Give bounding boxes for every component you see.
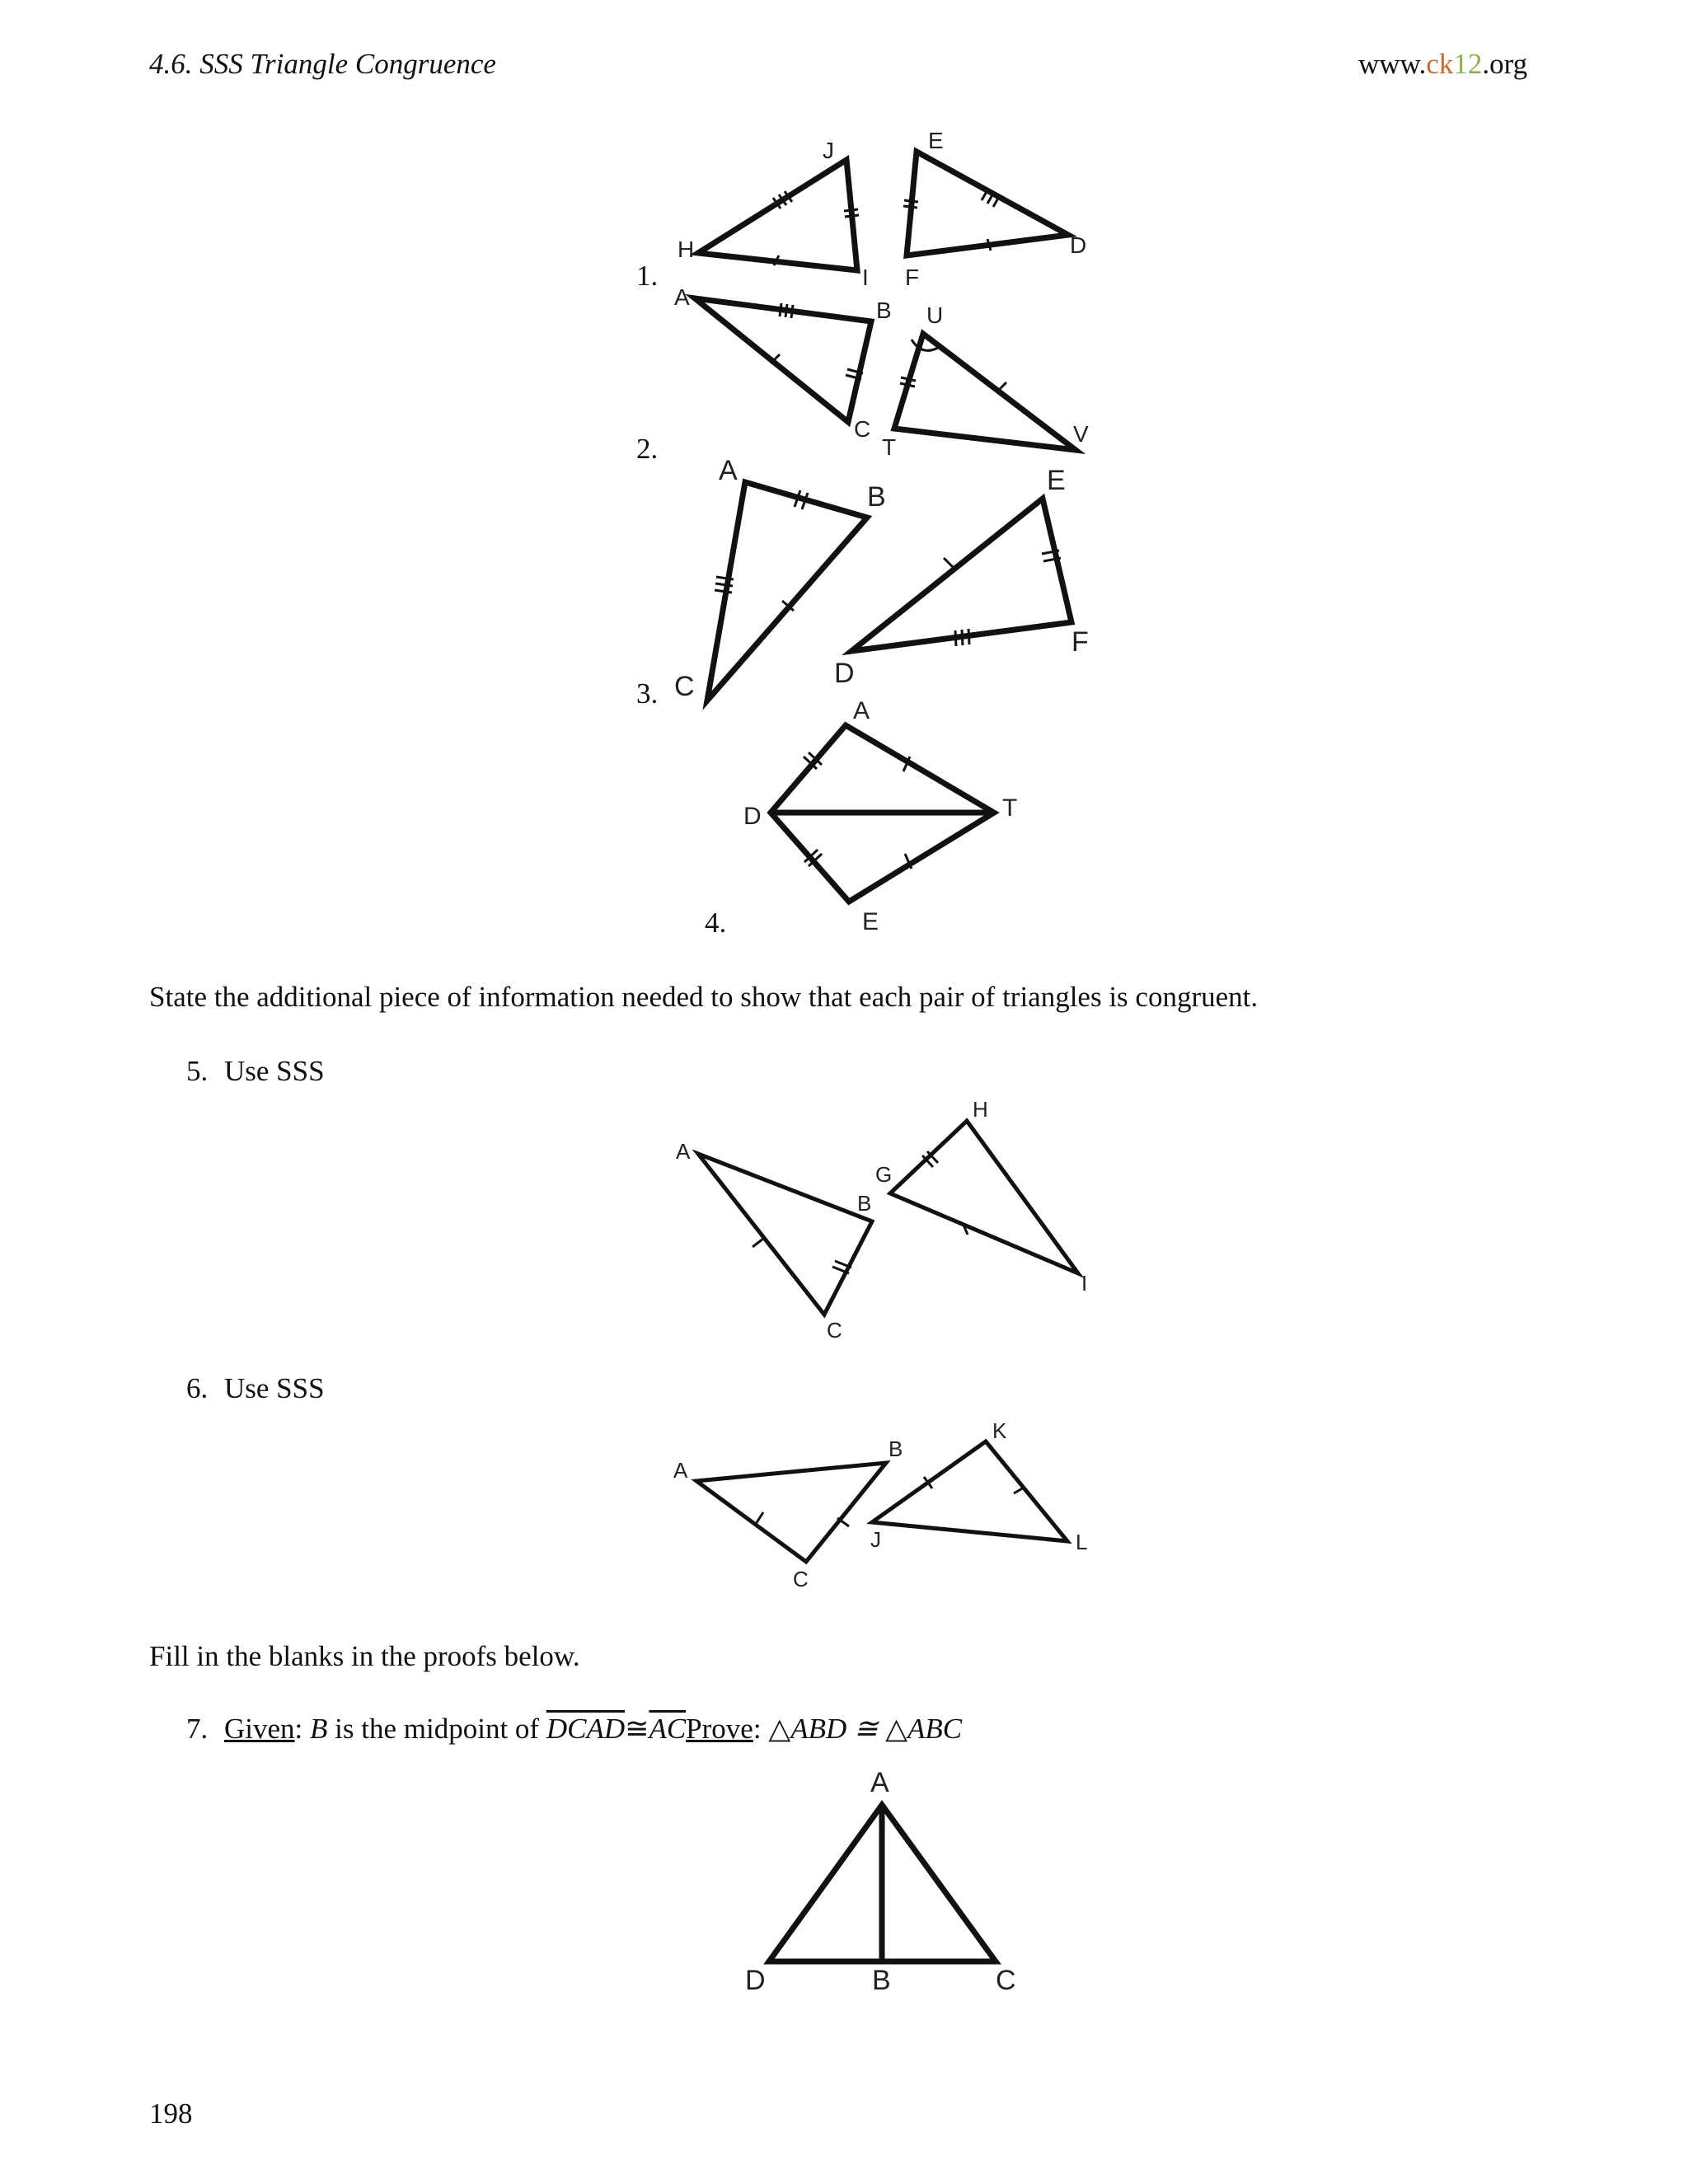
problem-4-number: 4. xyxy=(705,907,727,939)
vertex-label-D: D xyxy=(745,1965,766,1996)
vertex-label-A: A xyxy=(674,284,690,310)
vertex-label-L: L xyxy=(1076,1530,1088,1554)
prove-statement: △ABD ≅ △ABC xyxy=(768,1713,963,1745)
vertex-label-A: A xyxy=(673,1458,688,1483)
url-12: 12 xyxy=(1453,48,1483,80)
figure-1-triangles xyxy=(659,124,1104,301)
vertex-label-I: I xyxy=(1081,1271,1088,1296)
url-ck: ck xyxy=(1426,48,1454,80)
given-colon: : xyxy=(294,1713,311,1745)
congruent-symbol: ≅ xyxy=(625,1713,649,1745)
problem-2-number: 2. xyxy=(636,433,659,465)
segment-dcad: DCAD xyxy=(546,1713,626,1745)
figure-3-triangles xyxy=(659,453,1104,717)
segment-ac: $\overline{AC}$ xyxy=(649,1713,687,1745)
vertex-label-J: J xyxy=(823,138,834,163)
problem-3-number: 3. xyxy=(636,677,659,710)
vertex-label-C: C xyxy=(827,1318,842,1343)
given-label: Given xyxy=(224,1713,295,1745)
vertex-label-B: B xyxy=(876,298,892,323)
vertex-label-B: B xyxy=(867,481,886,513)
section-title: 4.6. SSS Triangle Congruence xyxy=(149,48,496,80)
vertex-label-I: I xyxy=(862,265,869,290)
prove-colon: : xyxy=(753,1713,769,1745)
vertex-label-E: E xyxy=(1047,465,1066,496)
site-url[interactable] xyxy=(1358,48,1527,81)
given-text: is the midpoint of xyxy=(327,1713,546,1745)
figure-6-triangles xyxy=(659,1413,1104,1603)
figure-4-kite xyxy=(725,697,1039,940)
vertex-label-C: C xyxy=(674,671,695,702)
vertex-label-C: C xyxy=(996,1965,1016,1996)
vertex-label-C: C xyxy=(854,416,871,442)
vertex-label-C: C xyxy=(793,1567,809,1591)
instructions-additional-info: State the additional piece of information needed to show that each pair of triangles is congruent. xyxy=(149,981,1259,1013)
vertex-label-A: A xyxy=(853,697,870,724)
problem-6-number: 6. xyxy=(186,1372,209,1404)
problem-1-number: 1. xyxy=(636,260,659,292)
problem-6-text: Use SSS xyxy=(224,1372,325,1404)
vertex-label-K: K xyxy=(992,1418,1007,1443)
vertex-label-V: V xyxy=(1073,421,1089,447)
vertex-label-J: J xyxy=(870,1527,881,1552)
page-number: 198 xyxy=(149,2097,193,2130)
vertex-label-B: B xyxy=(857,1191,872,1216)
problem-5-number: 5. xyxy=(186,1055,209,1087)
vertex-label-D: D xyxy=(834,658,855,689)
figure-2-triangles xyxy=(659,280,1104,466)
vertex-label-H: H xyxy=(678,237,695,262)
vertex-label-A: A xyxy=(676,1139,691,1164)
vertex-label-T: T xyxy=(882,434,897,460)
vertex-label-E: E xyxy=(862,908,879,935)
vertex-label-A: A xyxy=(870,1767,889,1798)
vertex-label-T: T xyxy=(1002,794,1018,822)
figure-7-triangle xyxy=(725,1755,1039,2003)
vertex-label-H: H xyxy=(973,1097,988,1122)
vertex-label-F: F xyxy=(1071,626,1089,658)
vertex-label-B: B xyxy=(872,1965,891,1996)
prove-label: Prove xyxy=(686,1713,753,1745)
url-suffix: .org xyxy=(1482,48,1528,80)
vertex-label-E: E xyxy=(928,128,944,153)
problem-7-statement xyxy=(224,1713,962,1746)
instructions-fill-blanks: Fill in the blanks in the proofs below. xyxy=(149,1640,580,1672)
vertex-label-D: D xyxy=(1070,232,1087,258)
figure-5-triangles xyxy=(659,1096,1104,1352)
vertex-label-F: F xyxy=(905,265,920,290)
vertex-label-B: B xyxy=(889,1436,903,1461)
given-point: B xyxy=(310,1713,328,1745)
vertex-label-D: D xyxy=(743,803,762,830)
url-prefix: www. xyxy=(1358,48,1427,80)
vertex-label-A: A xyxy=(719,455,738,486)
problem-5-text: Use SSS xyxy=(224,1055,325,1087)
vertex-label-U: U xyxy=(926,302,944,328)
vertex-label-G: G xyxy=(875,1162,893,1187)
problem-7-number: 7. xyxy=(186,1713,209,1745)
